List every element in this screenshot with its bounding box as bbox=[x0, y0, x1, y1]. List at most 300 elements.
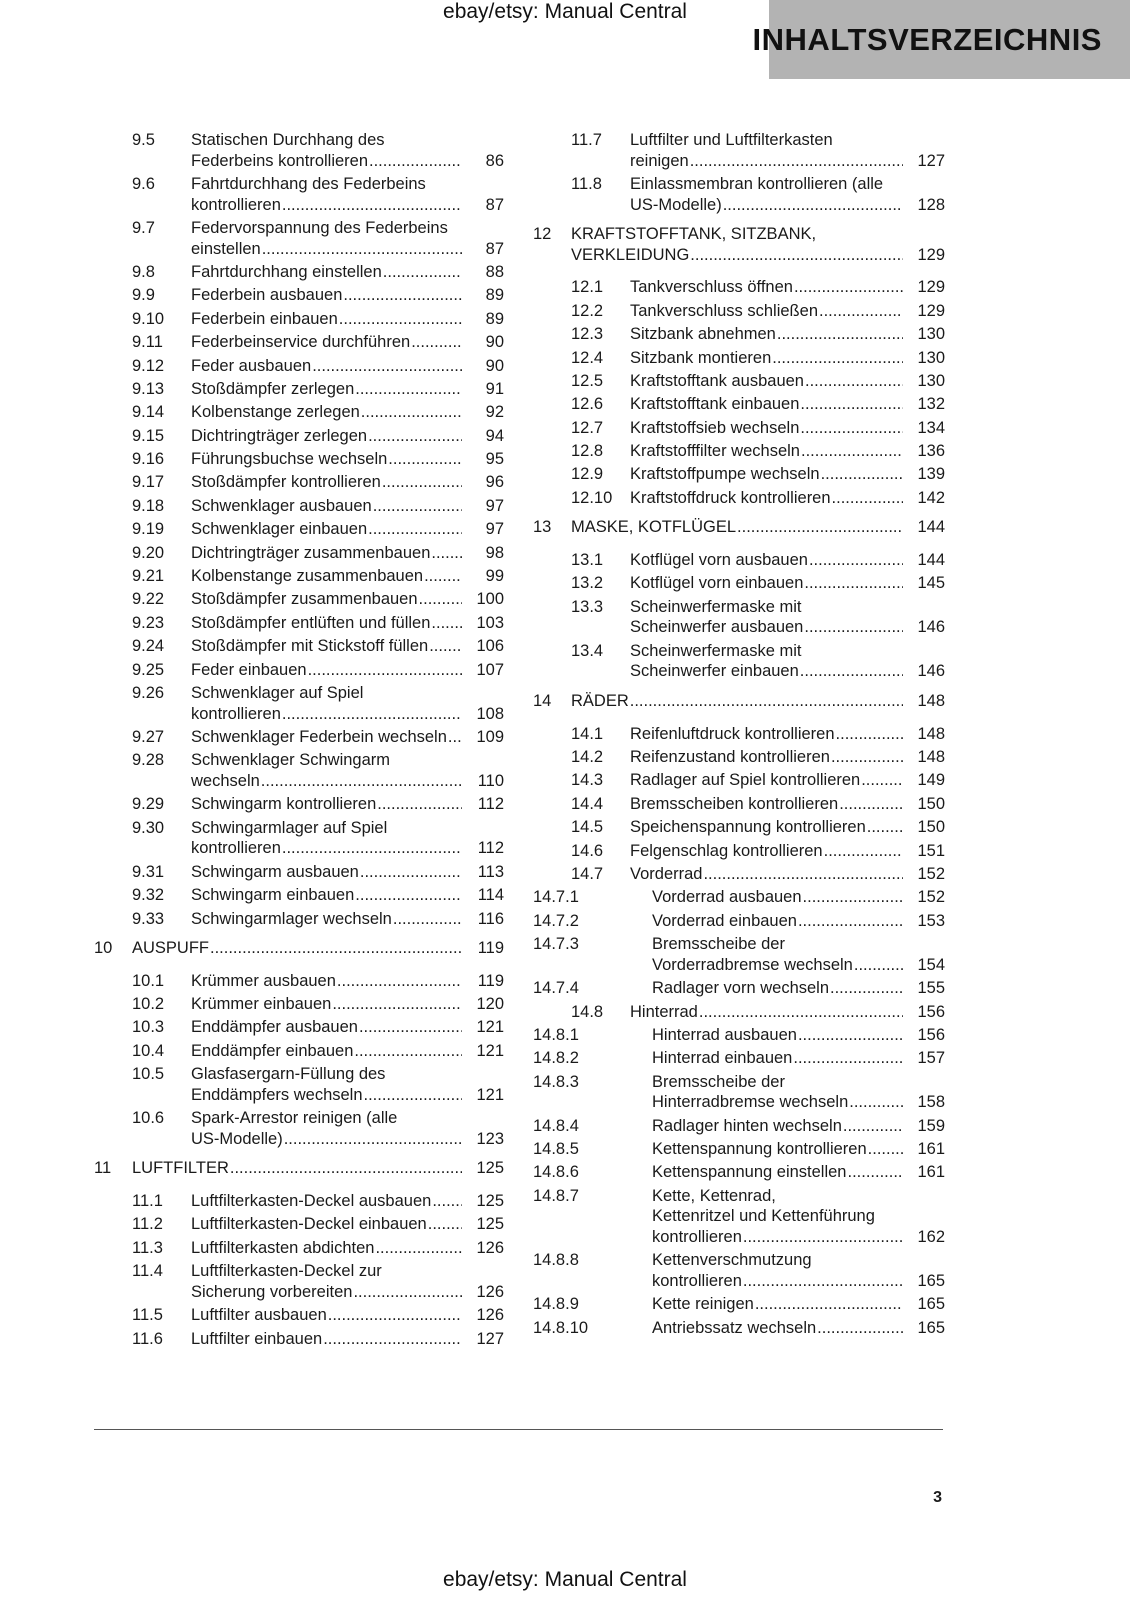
toc-entry[interactable] bbox=[94, 750, 504, 791]
toc-entry[interactable] bbox=[533, 1116, 945, 1137]
toc-entry-number: 9.12 bbox=[132, 356, 165, 375]
toc-entry-title-line: Kotflügel vorn ausbauen bbox=[630, 551, 808, 570]
toc-entry-title bbox=[630, 770, 903, 791]
toc-entry[interactable] bbox=[94, 426, 504, 447]
toc-entry-title-line: Antriebssatz wechseln bbox=[652, 1318, 817, 1337]
toc-entry-title-line: kontrollieren bbox=[191, 704, 281, 723]
toc-entry-title bbox=[191, 683, 462, 724]
toc-entry-page: 119 bbox=[477, 971, 504, 990]
toc-entry[interactable] bbox=[533, 864, 945, 885]
toc-entry-title bbox=[191, 750, 462, 791]
toc-entry-title bbox=[191, 472, 462, 493]
toc-entry[interactable] bbox=[533, 1294, 945, 1315]
toc-entry-number: 9.26 bbox=[132, 683, 165, 702]
toc-entry-number: 12.5 bbox=[571, 371, 604, 390]
toc-entry-title-line: US-Modelle) bbox=[630, 195, 722, 214]
toc-entry-page: 156 bbox=[917, 1025, 945, 1044]
dot-leader bbox=[821, 464, 903, 485]
toc-entry-page: 156 bbox=[917, 1002, 945, 1021]
toc-entry-title bbox=[191, 1261, 462, 1302]
toc-entry[interactable] bbox=[533, 488, 945, 509]
toc-entry[interactable] bbox=[94, 356, 504, 377]
toc-entry[interactable] bbox=[94, 727, 504, 748]
toc-entry-title bbox=[191, 402, 462, 423]
toc-entry-title-line: Kraftstoffsieb wechseln bbox=[630, 418, 800, 437]
toc-entry-title bbox=[191, 885, 462, 906]
toc-entry-title-line: Stoßdämpfer zusammenbauen bbox=[191, 590, 418, 609]
toc-entry-page: 119 bbox=[477, 939, 504, 958]
toc-entry-page: 150 bbox=[917, 818, 945, 837]
toc-entry-page: 144 bbox=[917, 518, 945, 537]
toc-entry-number: 11.3 bbox=[132, 1238, 163, 1257]
toc-entry-page: 116 bbox=[477, 909, 504, 928]
toc-entry[interactable] bbox=[533, 324, 945, 345]
dot-leader bbox=[411, 332, 462, 353]
toc-entry[interactable] bbox=[533, 130, 945, 171]
toc-entry-title bbox=[191, 660, 462, 681]
toc-entry[interactable] bbox=[533, 911, 945, 932]
toc-entry[interactable] bbox=[533, 597, 945, 638]
toc-entry[interactable] bbox=[533, 724, 945, 745]
toc-entry[interactable] bbox=[533, 1048, 945, 1069]
toc-entry-title bbox=[191, 794, 462, 815]
toc-entry[interactable] bbox=[94, 971, 504, 992]
toc-entry-number: 14.7.4 bbox=[533, 979, 579, 998]
toc-entry-number: 13.1 bbox=[571, 551, 604, 570]
toc-entry-number: 9.14 bbox=[132, 403, 165, 422]
toc-entry-title bbox=[191, 1064, 462, 1105]
toc-entry[interactable] bbox=[94, 1108, 504, 1149]
dot-leader bbox=[755, 1294, 903, 1315]
toc-entry-title-line: Felgenschlag kontrollieren bbox=[630, 841, 823, 860]
dot-leader bbox=[262, 239, 462, 260]
toc-entry[interactable] bbox=[533, 794, 945, 815]
toc-entry-title bbox=[191, 727, 462, 748]
dot-leader bbox=[364, 1085, 462, 1106]
toc-entry[interactable] bbox=[94, 130, 504, 171]
toc-entry-title bbox=[652, 1025, 903, 1046]
footer-divider bbox=[94, 1429, 943, 1430]
toc-entry-title bbox=[191, 285, 462, 306]
toc-entry-page: 148 bbox=[917, 748, 945, 766]
toc-entry-title-line: Einlassmembran kontrollieren (alle bbox=[630, 174, 884, 193]
toc-entry-number: 14.7.3 bbox=[533, 935, 579, 954]
toc-entry-title-line: Schwingarm ausbauen bbox=[191, 862, 359, 881]
toc-entry-page: 165 bbox=[917, 1272, 945, 1290]
toc-entry-page: 91 bbox=[485, 379, 504, 398]
toc-entry-title-line: Kraftstofffilter wechseln bbox=[630, 442, 800, 461]
dot-leader bbox=[832, 488, 903, 509]
toc-entry[interactable] bbox=[94, 660, 504, 681]
toc-entry-title-line: Federvorspannung des Federbeins bbox=[191, 218, 448, 237]
page-number: 3 bbox=[933, 1489, 942, 1506]
toc-entry-title bbox=[630, 418, 903, 439]
toc-entry-number: 9.6 bbox=[132, 174, 155, 193]
toc-entry-number: 9.5 bbox=[132, 131, 155, 149]
toc-entry-title-line: Federbeins kontrollieren bbox=[191, 151, 369, 170]
toc-entry-page: 145 bbox=[917, 574, 945, 593]
watermark-bottom: ebay/etsy: Manual Central bbox=[443, 1568, 687, 1591]
toc-entry-number: 9.31 bbox=[132, 862, 165, 881]
toc-entry[interactable] bbox=[94, 566, 504, 587]
toc-entry-page: 139 bbox=[917, 465, 945, 484]
toc-entry-page: 108 bbox=[476, 704, 504, 723]
toc-entry[interactable] bbox=[533, 1318, 945, 1339]
toc-entry-number: 9.11 bbox=[132, 333, 163, 352]
toc-entry-page: 165 bbox=[917, 1295, 945, 1314]
toc-entry-title-line: Fahrtdurchhang des Federbeins bbox=[191, 174, 426, 193]
dot-leader bbox=[431, 613, 462, 634]
toc-entry-title bbox=[630, 747, 903, 768]
toc-entry-number: 10.4 bbox=[132, 1041, 165, 1060]
toc-entry-title-line: Schwingarmlager auf Spiel bbox=[191, 818, 388, 837]
toc-entry-number: 12.4 bbox=[571, 348, 604, 367]
toc-entry[interactable] bbox=[533, 1139, 945, 1160]
dot-leader bbox=[448, 727, 462, 748]
toc-entry[interactable] bbox=[533, 817, 945, 838]
dot-leader bbox=[382, 472, 462, 493]
toc-entry-title bbox=[630, 1002, 903, 1023]
toc-entry[interactable] bbox=[94, 1041, 504, 1062]
toc-entry[interactable] bbox=[94, 683, 504, 724]
toc-entry-number: 9.28 bbox=[132, 751, 165, 770]
toc-entry[interactable] bbox=[94, 589, 504, 610]
dot-leader bbox=[424, 566, 462, 587]
toc-entry-title bbox=[630, 817, 903, 838]
toc-entry-page: 89 bbox=[485, 309, 504, 328]
toc-entry-number: 10.3 bbox=[132, 1018, 165, 1037]
toc-entry-number: 14.4 bbox=[571, 794, 604, 813]
toc-entry[interactable] bbox=[94, 1214, 504, 1235]
toc-entry[interactable] bbox=[533, 1002, 945, 1023]
toc-entry-page: 148 bbox=[917, 692, 945, 711]
toc-entry-page: 149 bbox=[917, 771, 945, 790]
toc-entry-page: 126 bbox=[476, 1238, 504, 1257]
toc-entry-number: 14.3 bbox=[571, 771, 604, 790]
toc-entry-page: 153 bbox=[917, 911, 945, 930]
dot-leader bbox=[360, 862, 462, 883]
toc-entry[interactable] bbox=[533, 1025, 945, 1046]
toc-entry[interactable] bbox=[533, 550, 945, 571]
toc-entry[interactable] bbox=[94, 1329, 504, 1350]
toc-entry-number: 11.1 bbox=[132, 1192, 163, 1211]
toc-entry-title-line: Schwingarm einbauen bbox=[191, 886, 355, 905]
toc-entry-title bbox=[630, 348, 903, 369]
toc-entry-number: 9.13 bbox=[132, 379, 165, 398]
toc-column-right bbox=[533, 130, 945, 1341]
dot-leader bbox=[375, 1238, 462, 1259]
toc-chapter-entry[interactable] bbox=[94, 938, 504, 959]
toc-chapter-entry[interactable] bbox=[533, 691, 945, 712]
dot-leader bbox=[836, 724, 903, 745]
toc-chapter-entry[interactable] bbox=[533, 224, 945, 265]
toc-entry-page: 142 bbox=[917, 488, 945, 507]
toc-entry[interactable] bbox=[533, 371, 945, 392]
dot-leader bbox=[849, 1092, 903, 1113]
toc-entry-title bbox=[652, 1294, 903, 1315]
toc-entry-page: 150 bbox=[917, 794, 945, 813]
dot-leader bbox=[777, 324, 903, 345]
toc-entry-title bbox=[191, 636, 462, 657]
toc-entry[interactable] bbox=[533, 747, 945, 768]
toc-entry-title-line: Radlager auf Spiel kontrollieren bbox=[630, 771, 861, 790]
toc-entry-title bbox=[652, 1048, 903, 1069]
toc-entry[interactable] bbox=[94, 818, 504, 859]
toc-entry-title-line: Bremsscheibe der bbox=[652, 935, 785, 954]
dot-leader bbox=[830, 978, 903, 999]
dot-leader bbox=[817, 1318, 903, 1339]
toc-entry[interactable] bbox=[533, 841, 945, 862]
toc-entry[interactable] bbox=[533, 573, 945, 594]
toc-entry[interactable] bbox=[94, 1305, 504, 1326]
dot-leader bbox=[819, 301, 903, 322]
toc-entry[interactable] bbox=[94, 519, 504, 540]
toc-entry-title bbox=[630, 724, 903, 745]
toc-entry[interactable] bbox=[94, 1261, 504, 1302]
toc-entry-number: 9.9 bbox=[132, 286, 155, 305]
dot-leader bbox=[867, 817, 903, 838]
toc-entry-page: 132 bbox=[917, 395, 945, 414]
toc-entry[interactable] bbox=[94, 613, 504, 634]
dot-leader bbox=[361, 402, 462, 423]
toc-entry[interactable] bbox=[94, 332, 504, 353]
toc-entry[interactable] bbox=[94, 994, 504, 1015]
toc-entry-number: 9.23 bbox=[132, 613, 165, 632]
toc-entry-title-line: Schwenklager ausbauen bbox=[191, 496, 372, 515]
toc-entry[interactable] bbox=[94, 449, 504, 470]
toc-entry[interactable] bbox=[533, 1186, 945, 1248]
toc-entry-title bbox=[630, 464, 903, 485]
toc-entry-page: 125 bbox=[476, 1215, 504, 1234]
toc-entry[interactable] bbox=[533, 174, 945, 215]
toc-entry-title-line: Sicherung vorbereiten bbox=[191, 1282, 353, 1301]
toc-entry-title bbox=[630, 864, 903, 885]
dot-leader bbox=[800, 418, 903, 439]
dot-leader bbox=[690, 151, 903, 172]
toc-entry-page: 107 bbox=[476, 660, 504, 679]
toc-entry-page: 98 bbox=[485, 543, 504, 562]
toc-entry-title bbox=[571, 224, 903, 265]
toc-entry[interactable] bbox=[533, 1072, 945, 1113]
toc-entry[interactable] bbox=[94, 174, 504, 215]
toc-chapter-entry[interactable] bbox=[533, 517, 945, 538]
page-title: INHALTSVERZEICHNIS bbox=[752, 22, 1102, 57]
toc-entry-title-line: Hinterrad ausbauen bbox=[652, 1025, 797, 1044]
toc-entry-number: 9.7 bbox=[132, 218, 155, 237]
toc-entry-number: 9.8 bbox=[132, 262, 155, 281]
dot-leader bbox=[332, 994, 462, 1015]
toc-entry-title bbox=[191, 862, 462, 883]
toc-entry-title-line: Luftfilter ausbauen bbox=[191, 1306, 327, 1325]
dot-leader bbox=[843, 1116, 903, 1137]
dot-leader bbox=[854, 955, 903, 976]
toc-entry-title bbox=[630, 488, 903, 509]
toc-entry-number: 14.8.2 bbox=[533, 1049, 579, 1068]
toc-entry[interactable] bbox=[533, 301, 945, 322]
dot-leader bbox=[428, 1214, 462, 1235]
toc-entry-number: 12.6 bbox=[571, 395, 604, 414]
toc-entry[interactable] bbox=[533, 978, 945, 999]
toc-entry[interactable] bbox=[533, 348, 945, 369]
dot-leader bbox=[723, 195, 903, 216]
toc-entry-number: 11.5 bbox=[132, 1306, 163, 1325]
toc-entry-title-line: Kraftstoffdruck kontrollieren bbox=[630, 488, 831, 507]
toc-entry-page: 123 bbox=[476, 1129, 504, 1148]
toc-entry-title-line: Reifenzustand kontrollieren bbox=[630, 748, 830, 766]
toc-entry-title-line: Hinterrad bbox=[630, 1002, 698, 1021]
dot-leader bbox=[798, 911, 903, 932]
toc-entry-title-line: Kolbenstange zusammenbauen bbox=[191, 567, 424, 586]
toc-entry-number: 9.21 bbox=[132, 567, 165, 586]
toc-entry[interactable] bbox=[533, 441, 945, 462]
dot-leader bbox=[804, 573, 903, 594]
toc-entry[interactable] bbox=[533, 1162, 945, 1183]
toc-entry-title-line: Federbein einbauen bbox=[191, 309, 338, 328]
toc-entry[interactable] bbox=[533, 464, 945, 485]
toc-entry-page: 161 bbox=[917, 1140, 945, 1159]
section-header bbox=[752, 0, 1130, 79]
dot-leader bbox=[839, 794, 903, 815]
toc-entry-number: 9.27 bbox=[132, 727, 165, 746]
toc-entry-title-line: Scheinwerfermaske mit bbox=[630, 597, 802, 616]
toc-entry-number: 14.7.1 bbox=[533, 888, 579, 907]
toc-entry-number: 10 bbox=[94, 939, 113, 958]
dot-leader bbox=[737, 517, 903, 538]
toc-entry-page: 100 bbox=[476, 590, 504, 609]
toc-entry-title bbox=[652, 1318, 903, 1339]
toc-entry-title bbox=[652, 911, 903, 932]
toc-entry-title-line: Dichtringträger zusammenbauen bbox=[191, 543, 431, 562]
dot-leader bbox=[230, 1158, 462, 1179]
toc-entry[interactable] bbox=[94, 636, 504, 657]
toc-entry-title bbox=[630, 841, 903, 862]
dot-leader bbox=[699, 1002, 903, 1023]
toc-entry-page: 86 bbox=[485, 151, 504, 170]
toc-entry-title-line: Fahrtdurchhang einstellen bbox=[191, 262, 382, 281]
toc-entry-title-line: Bremsscheiben kontrollieren bbox=[630, 794, 839, 813]
toc-entry[interactable] bbox=[94, 1191, 504, 1212]
toc-entry-number: 14.2 bbox=[571, 748, 604, 766]
toc-entry-title-line: Radlager hinten wechseln bbox=[652, 1116, 842, 1135]
toc-entry[interactable] bbox=[94, 472, 504, 493]
toc-entry[interactable] bbox=[94, 218, 504, 259]
toc-entry[interactable] bbox=[94, 1064, 504, 1105]
toc-entry-number: 9.10 bbox=[132, 309, 165, 328]
dot-leader bbox=[419, 589, 462, 610]
toc-entry-number: 12.9 bbox=[571, 465, 604, 484]
toc-entry-title-line: Vorderradbremse wechseln bbox=[652, 955, 853, 974]
toc-entry[interactable] bbox=[94, 862, 504, 883]
toc-entry[interactable] bbox=[94, 885, 504, 906]
toc-entry-page: 95 bbox=[485, 450, 504, 469]
toc-entry[interactable] bbox=[94, 285, 504, 306]
dot-leader bbox=[284, 1129, 462, 1150]
toc-entry[interactable] bbox=[94, 496, 504, 517]
toc-entry-title bbox=[191, 449, 462, 470]
toc-entry-title-line: reinigen bbox=[630, 151, 689, 170]
toc-entry-title bbox=[191, 971, 462, 992]
toc-entry-number: 14.8.6 bbox=[533, 1163, 579, 1182]
toc-entry-title-line: Sitzbank abnehmen bbox=[630, 325, 776, 344]
toc-entry-page: 129 bbox=[917, 245, 945, 264]
toc-entry-title-line: Stoßdämpfer zerlegen bbox=[191, 379, 355, 398]
toc-entry-title-line: Luftfilter einbauen bbox=[191, 1329, 323, 1348]
toc-entry-title bbox=[191, 174, 462, 215]
toc-entry-title-line: LUFTFILTER bbox=[132, 1159, 229, 1178]
toc-entry-number: 14.8.8 bbox=[533, 1251, 579, 1270]
toc-entry-page: 152 bbox=[917, 888, 945, 907]
toc-entry-page: 129 bbox=[917, 301, 945, 320]
toc-entry[interactable] bbox=[94, 1238, 504, 1259]
toc-entry-page: 121 bbox=[476, 1041, 504, 1060]
toc-entry[interactable] bbox=[533, 641, 945, 682]
toc-entry-title bbox=[630, 371, 903, 392]
toc-entry-number: 14.8.7 bbox=[533, 1186, 579, 1205]
toc-entry[interactable] bbox=[94, 1017, 504, 1038]
dot-leader bbox=[848, 1162, 904, 1183]
toc-entry-page: 109 bbox=[476, 727, 504, 746]
toc-entry[interactable] bbox=[94, 909, 504, 930]
toc-entry-number: 9.29 bbox=[132, 795, 165, 814]
toc-entry-title-line: wechseln bbox=[191, 771, 260, 790]
toc-chapter-entry[interactable] bbox=[94, 1158, 504, 1179]
toc-entry[interactable] bbox=[94, 402, 504, 423]
toc-entry-title-line: Scheinwerfer einbauen bbox=[630, 662, 799, 681]
toc-entry[interactable] bbox=[94, 309, 504, 330]
toc-entry-page: 159 bbox=[917, 1116, 945, 1135]
toc-entry-number: 9.32 bbox=[132, 886, 165, 905]
toc-entry[interactable] bbox=[94, 543, 504, 564]
toc-entry-title-line: einstellen bbox=[191, 239, 261, 258]
toc-entry[interactable] bbox=[533, 934, 945, 975]
toc-entry-title-line: Führungsbuchse wechseln bbox=[191, 450, 388, 469]
toc-entry[interactable] bbox=[533, 887, 945, 908]
toc-entry[interactable] bbox=[533, 394, 945, 415]
toc-entry-title bbox=[191, 218, 462, 259]
dot-leader bbox=[809, 550, 903, 571]
toc-entry[interactable] bbox=[533, 418, 945, 439]
toc-entry-title-line: Sitzbank montieren bbox=[630, 348, 772, 367]
toc-entry[interactable] bbox=[94, 379, 504, 400]
toc-entry-number: 9.22 bbox=[132, 590, 165, 609]
dot-leader bbox=[355, 379, 462, 400]
dot-leader bbox=[743, 1227, 903, 1248]
toc-entry-page: 126 bbox=[476, 1306, 504, 1325]
toc-entry-title-line: Hinterrad einbauen bbox=[652, 1049, 793, 1068]
toc-entry[interactable] bbox=[533, 277, 945, 298]
toc-entry-page: 129 bbox=[917, 278, 945, 297]
dot-leader bbox=[337, 971, 462, 992]
toc-entry-number: 11 bbox=[94, 1159, 112, 1178]
toc-entry-page: 128 bbox=[917, 195, 945, 214]
toc-entry-title bbox=[191, 1214, 462, 1235]
toc-entry-page: 130 bbox=[917, 371, 945, 390]
toc-entry[interactable] bbox=[94, 262, 504, 283]
toc-entry-title bbox=[652, 1116, 903, 1137]
toc-entry-page: 126 bbox=[476, 1282, 504, 1301]
toc-entry-title-line: Scheinwerfermaske mit bbox=[630, 641, 802, 660]
toc-entry-title bbox=[191, 356, 462, 377]
toc-entry[interactable] bbox=[533, 1250, 945, 1291]
toc-entry-title bbox=[630, 641, 903, 682]
toc-entry-page: 148 bbox=[917, 724, 945, 743]
toc-entry-title-line: Luftfilterkasten-Deckel zur bbox=[191, 1262, 382, 1281]
toc-entry-title bbox=[191, 1238, 462, 1259]
toc-entry-title bbox=[630, 301, 903, 322]
toc-entry-title-line: Schwenklager Schwingarm bbox=[191, 751, 391, 770]
toc-entry[interactable] bbox=[533, 770, 945, 791]
toc-entry[interactable] bbox=[94, 794, 504, 815]
